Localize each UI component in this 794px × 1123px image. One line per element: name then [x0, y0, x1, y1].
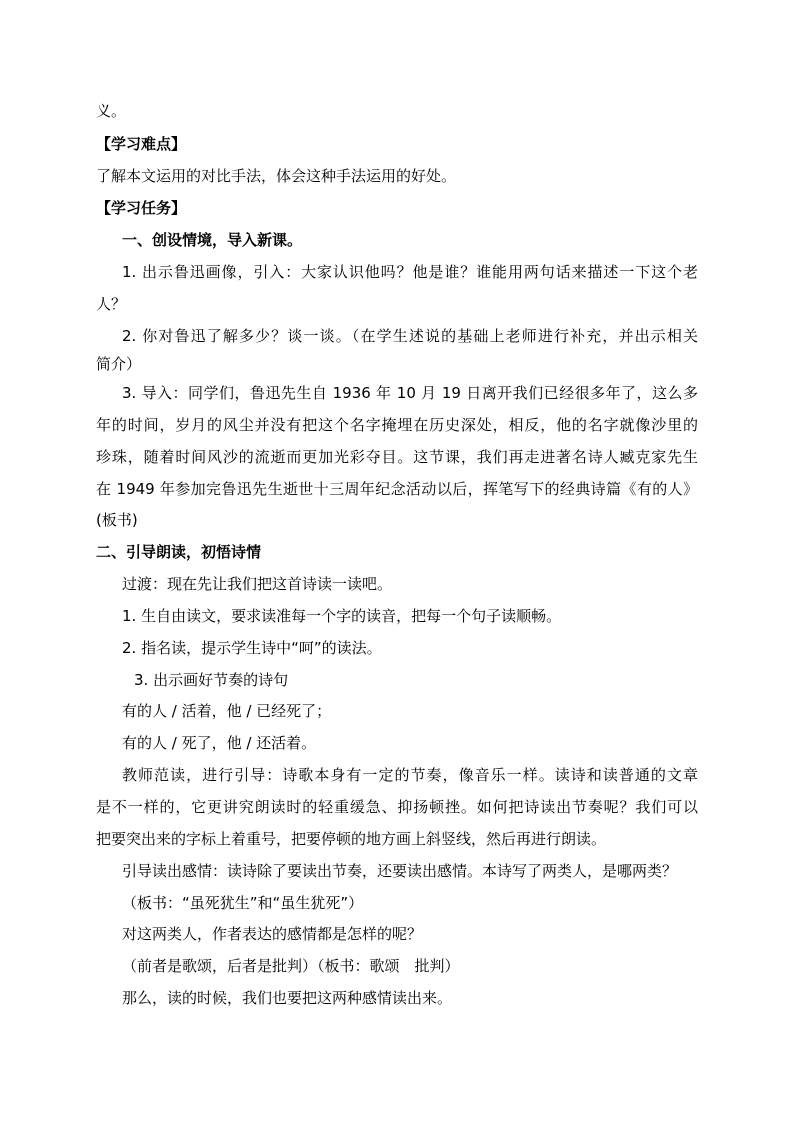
text-line: 3. 导入：同学们，鲁迅先生自 1936 年 10 月 19 日离开我们已经很多年了，这么多 [122, 384, 698, 402]
text-line: 义。 [96, 102, 127, 120]
task2-heading: 二、引导朗读，初悟诗情 [96, 543, 262, 561]
section-heading-difficulty: 【学习难点】 [96, 135, 187, 153]
text-line: 1. 出示鲁迅画像，引入：大家认识他吗？他是谁？谁能用两句话来描述一下这个老 [122, 263, 698, 281]
poem-line: 有的人 / 死了，他 / 还活着。 [122, 734, 317, 752]
text-line: 3. 出示画好节奏的诗句 [134, 671, 289, 689]
text-line: 是不一样的，它更讲究朗读时的轻重缓急、抑扬顿挫。如何把诗读出节奏呢？我们可以 [96, 798, 698, 816]
text-line: 在 1949 年参加完鲁迅先生逝世十三周年纪念活动以后，挥笔写下的经典诗篇《有的人》 [96, 480, 698, 498]
section-heading-tasks: 【学习任务】 [96, 199, 187, 217]
text-line: 2. 指名读，提示学生诗中“呵”的读法。 [122, 639, 382, 657]
text-line: 对这两类人，作者表达的感情都是怎样的呢？ [122, 925, 423, 943]
text-line: 过渡：现在先让我们把这首诗读一读吧。 [122, 575, 393, 593]
text-line: 引导读出感情：读诗除了要读出节奏，还要读出感情。本诗写了两类人，是哪两类？ [122, 862, 678, 880]
difficulty-text: 了解本文运用的对比手法，体会这种手法运用的好处。 [96, 167, 457, 185]
text-line: 1. 生自由读文，要求读准每一个字的读音，把每一个句子读顺畅。 [122, 607, 562, 625]
text-line: 把要突出来的字标上着重号，把要停顿的地方画上斜竖线，然后再进行朗读。 [96, 830, 607, 848]
text-line: （前者是歌颂，后者是批判）（板书：歌颂 批判） [122, 957, 460, 975]
text-line: 简介） [96, 355, 142, 373]
text-line: 人？ [96, 295, 127, 313]
text-line: (板书) [96, 511, 138, 529]
text-line: 那么，读的时候，我们也要把这两种感情读出来。 [122, 989, 453, 1007]
poem-line: 有的人 / 活着，他 / 已经死了； [122, 702, 332, 720]
text-line: 教师范读，进行引导：诗歌本身有一定的节奏，像音乐一样。读诗和读普通的文章 [122, 766, 698, 784]
task1-heading: 一、创设情境，导入新课。 [122, 231, 303, 249]
text-line: 年的时间，岁月的风尘并没有把这个名字掩埋在历史深处，相反，他的名字就像沙里的 [96, 416, 698, 434]
text-line: （板书：“虽死犹生”和“虽生犹死”） [122, 894, 364, 912]
text-line: 2. 你对鲁迅了解多少？谈一谈。（在学生述说的基础上老师进行补充，并出示相关 [122, 327, 698, 345]
text-line: 珍珠，随着时间风沙的流逝而更加光彩夺目。这节课，我们再走进著名诗人臧克家先生 [96, 448, 698, 466]
